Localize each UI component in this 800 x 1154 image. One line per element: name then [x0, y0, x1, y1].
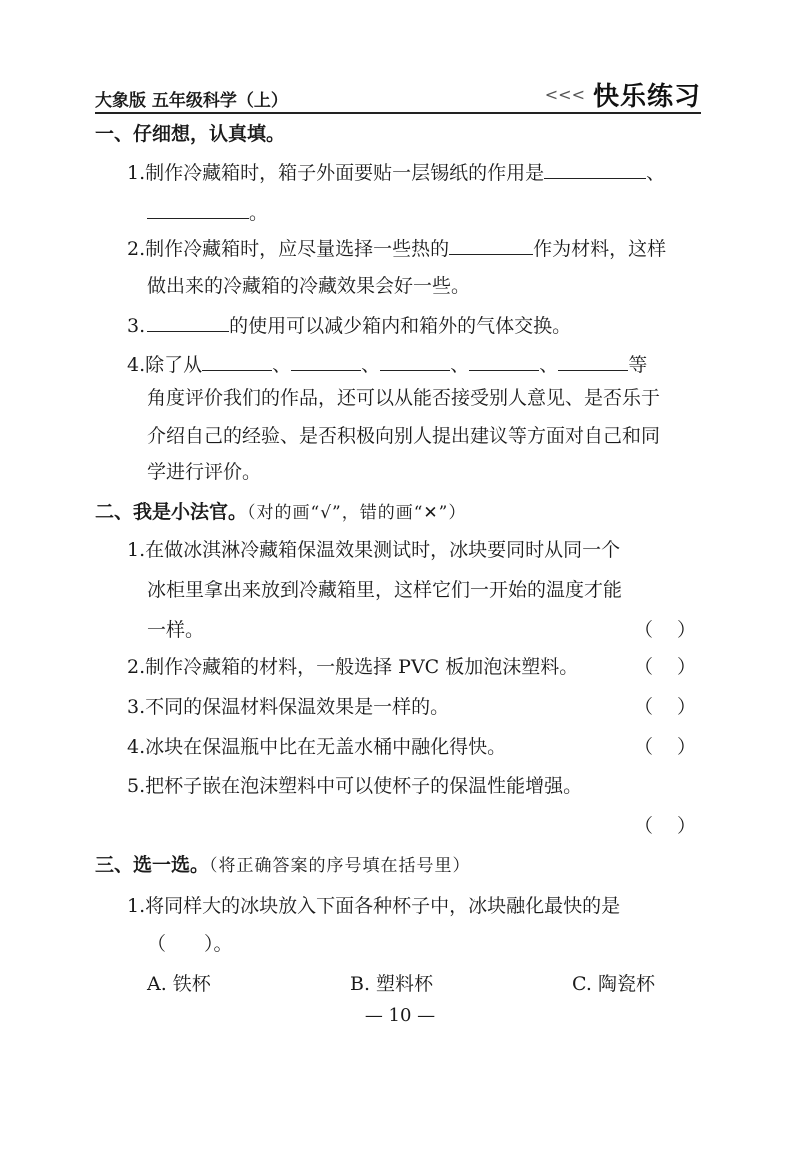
- s3-answer-paren[interactable]: （ ）。: [147, 933, 233, 955]
- s1-question-3: [127, 313, 571, 338]
- paren-right: ）: [676, 656, 696, 678]
- s1-question-4: [127, 352, 647, 377]
- answer-blank[interactable]: [380, 352, 450, 371]
- s1-question-4-line3: 介绍自己的经验、是否积极向别人提出建议等方面对自己和同: [147, 425, 661, 447]
- question-number: 4.: [127, 736, 146, 758]
- book-subtitle: 大象版 五年级科学（上）: [95, 91, 288, 111]
- section-title-text: 三、选一选。: [95, 854, 210, 876]
- question-text: 不同的保温材料保温效果是一样的。: [145, 696, 450, 718]
- question-number: 5.: [127, 775, 146, 797]
- separator: 、: [539, 354, 559, 376]
- chevron-left-icon: <<<: [544, 85, 585, 104]
- question-number: 2.: [127, 238, 146, 260]
- question-number: 3.: [127, 696, 146, 718]
- question-number: 1.: [127, 162, 146, 184]
- section-2-title: [95, 500, 466, 525]
- s3-question-1: [127, 894, 620, 918]
- option-a[interactable]: A. 铁杯: [147, 973, 211, 995]
- answer-blank[interactable]: [558, 352, 628, 371]
- paren-left: （: [634, 696, 654, 718]
- s2-question-3: [127, 695, 449, 719]
- question-text: 等: [628, 354, 648, 376]
- question-text: 制作冷藏箱时，箱子外面要贴一层锡纸的作用是: [145, 162, 545, 184]
- section-instruction: （对的画“√”，错的画“✕”）: [247, 503, 467, 523]
- page-number: — 10 —: [364, 1005, 436, 1026]
- header-divider: [95, 112, 701, 114]
- paren-left: （: [634, 815, 654, 837]
- separator: 、: [272, 354, 292, 376]
- section-instruction: （将正确答案的序号填在括号里）: [209, 856, 471, 876]
- question-number: 1.: [127, 895, 146, 917]
- s1-question-4-line4: 学进行评价。: [147, 461, 262, 483]
- option-c[interactable]: C. 陶瓷杯: [572, 973, 655, 995]
- question-text: 把杯子嵌在泡沫塑料中可以使杯子的保温性能增强。: [145, 775, 583, 797]
- question-text: 制作冷藏箱时，应尽量选择一些热的: [145, 238, 450, 260]
- paren-right: ）: [676, 619, 696, 641]
- answer-blank[interactable]: [291, 352, 361, 371]
- header-title: 快乐练习: [592, 82, 701, 112]
- question-text: 将同样大的冰块放入下面各种杯子中，冰块融化最快的是: [145, 895, 621, 917]
- answer-blank[interactable]: [469, 352, 539, 371]
- question-number: 2.: [127, 656, 146, 678]
- section-title-text: 二、我是小法官。: [95, 501, 248, 523]
- option-b[interactable]: B. 塑料杯: [350, 973, 434, 995]
- header-brand: [545, 76, 701, 113]
- question-text: 除了从: [145, 354, 203, 376]
- answer-blank[interactable]: [147, 200, 249, 219]
- question-number: 1.: [127, 539, 146, 561]
- section-1-title: 一、仔细想，认真填。: [95, 123, 286, 145]
- s2-question-1: [127, 538, 620, 562]
- paren-right: ）: [676, 696, 696, 718]
- page-header: [95, 72, 701, 114]
- s2-question-1-line3: 一样。: [147, 619, 205, 641]
- section-3-title: [95, 853, 471, 878]
- paren-left: （: [634, 619, 654, 641]
- paren-right: ）: [676, 736, 696, 758]
- s2-question-1-line2: 冰柜里拿出来放到冷藏箱里，这样它们一开始的温度才能: [147, 579, 623, 601]
- s2-question-5: [127, 774, 582, 798]
- s1-question-1-line2: [147, 200, 268, 225]
- question-text: 制作冷藏箱的材料，一般选择 PVC 板加泡沫塑料。: [145, 656, 579, 678]
- s2-question-2: [127, 655, 578, 679]
- s1-question-4-line2: 角度评价我们的作品，还可以从能否接受别人意见、是否乐于: [147, 387, 661, 409]
- answer-blank[interactable]: [544, 160, 646, 179]
- separator: 、: [450, 354, 470, 376]
- answer-blank[interactable]: [202, 352, 272, 371]
- paren-right: ）: [676, 815, 696, 837]
- separator: 、: [361, 354, 381, 376]
- answer-blank[interactable]: [147, 313, 229, 332]
- question-text: 冰块在保温瓶中比在无盖水桶中融化得快。: [145, 736, 507, 758]
- answer-blank[interactable]: [449, 236, 533, 255]
- paren-left: （: [634, 736, 654, 758]
- question-number: 4.: [127, 354, 146, 376]
- question-number: 3.: [127, 315, 146, 337]
- s1-question-2: [127, 236, 666, 261]
- question-text: 的使用可以减少箱内和箱外的气体交换。: [229, 315, 572, 337]
- question-text: 作为材料，这样: [533, 238, 667, 260]
- s2-question-4: [127, 735, 506, 759]
- separator: 、: [646, 162, 666, 184]
- s1-question-2-line2: 做出来的冷藏箱的冷藏效果会好一些。: [147, 275, 471, 297]
- punctuation: 。: [249, 202, 269, 224]
- paren-left: （: [634, 656, 654, 678]
- question-text: 在做冰淇淋冷藏箱保温效果测试时，冰块要同时从同一个: [145, 539, 621, 561]
- s1-question-1: [127, 160, 665, 185]
